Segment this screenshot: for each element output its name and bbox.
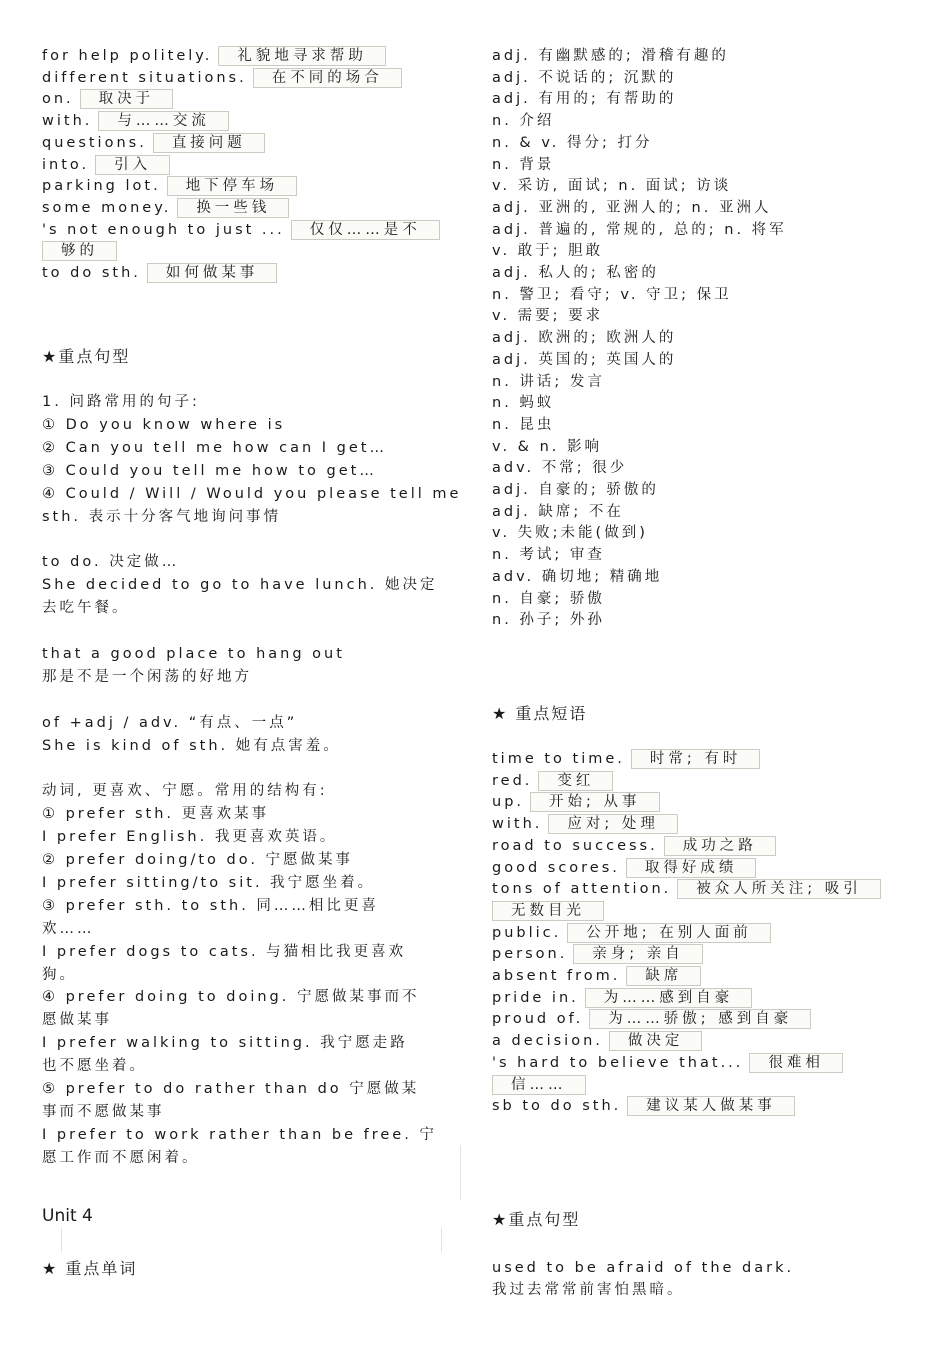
phrase-translation-box: 信……	[492, 1075, 586, 1095]
vocab-entry: adj. 缺席; 不在	[492, 503, 624, 520]
phrase-item	[42, 68, 402, 88]
section-heading-sentences: ★重点句型	[42, 347, 131, 366]
section-heading-phrases: ★ 重点短语	[492, 704, 588, 723]
phrase-english: for help politely.	[42, 48, 213, 64]
sentence-line: 愿工作而不愿闲着。	[42, 1149, 200, 1166]
phrase-translation-box: 很难相	[749, 1053, 843, 1073]
phrase-item	[492, 749, 760, 769]
sentence-line: ④ Could / Will / Would you please tell me	[42, 485, 462, 502]
vocab-entry: adj. 英国的; 英国人的	[492, 351, 677, 368]
phrase-english: proud of.	[492, 1011, 584, 1028]
phrase-translation-box: 如何做某事	[147, 263, 278, 283]
phrase-translation-box: 亲身; 亲自	[573, 944, 703, 964]
vocab-entry: n. & v. 得分; 打分	[492, 134, 653, 151]
phrase-english: parking lot.	[42, 178, 161, 195]
phrase-english: person.	[492, 946, 568, 963]
phrase-english: up.	[492, 794, 525, 811]
sentence-line: She is kind of sth. 她有点害羞。	[42, 737, 341, 754]
sentence-line: I prefer English. 我更喜欢英语。	[42, 829, 338, 846]
sentence-line: 狗。	[42, 966, 77, 983]
phrase-item	[492, 1075, 586, 1095]
vocab-entry: adj. 自豪的; 骄傲的	[492, 482, 659, 498]
phrase-english: some money.	[42, 199, 172, 216]
vocab-entry: adj. 私人的; 私密的	[492, 265, 659, 281]
phrase-english: into.	[42, 156, 90, 173]
phrase-item	[492, 966, 701, 986]
sentence-line: 动词, 更喜欢、宁愿。常用的结构有:	[42, 783, 328, 800]
sentence-line: I prefer to work rather than be free. 宁	[42, 1126, 437, 1143]
phrase-item	[492, 814, 678, 834]
phrase-translation-box: 为……骄傲; 感到自豪	[589, 1009, 811, 1029]
divider-mark	[61, 1228, 62, 1252]
phrase-item	[42, 111, 229, 131]
vocab-entry: adj. 有幽默感的; 滑稽有趣的	[492, 48, 729, 64]
vocab-entry: n. 孙子; 外孙	[492, 612, 605, 629]
sentence-line: I prefer dogs to cats. 与猫相比我更喜欢	[42, 943, 407, 960]
phrase-translation-box: 应对; 处理	[548, 814, 678, 834]
vocab-entry: adv. 不常; 很少	[492, 460, 628, 477]
sentence-line: used to be afraid of the dark.	[492, 1260, 795, 1276]
vocab-entry: v. 敢于; 胆敢	[492, 243, 604, 260]
phrase-item	[42, 46, 386, 66]
phrase-item	[42, 220, 440, 240]
sentence-line: 去吃午餐。	[42, 600, 130, 617]
sentence-line: ③ prefer sth. to sth. 同……相比更喜	[42, 897, 379, 914]
vocab-entry: adj. 普遍的, 常规的, 总的; n. 将军	[492, 221, 787, 238]
phrase-translation-box: 够的	[42, 241, 117, 261]
sentence-line: 愿做某事	[42, 1012, 112, 1029]
phrase-translation-box: 被众人所关注; 吸引	[677, 879, 881, 899]
vocab-entry: n. 讲话; 发言	[492, 373, 605, 390]
vocab-entry: adj. 欧洲的; 欧洲人的	[492, 330, 677, 347]
vocab-entry: n. 背景	[492, 156, 555, 173]
sentence-line: I prefer walking to sitting. 我宁愿走路	[42, 1035, 408, 1052]
phrase-item	[492, 1009, 811, 1029]
vocab-entry: n. 蚂蚁	[492, 395, 555, 412]
sentence-line: ③ Could you tell me how to get…	[42, 462, 377, 479]
phrase-english: a decision.	[492, 1033, 603, 1050]
phrase-english: time to time.	[492, 751, 625, 767]
phrase-item	[42, 89, 173, 109]
section-heading-sentences-right: ★重点句型	[492, 1210, 581, 1229]
vocab-entry: adj. 亚洲的, 亚洲人的; n. 亚洲人	[492, 199, 772, 216]
section-heading-words: ★ 重点单词	[42, 1259, 138, 1278]
phrase-item	[492, 836, 776, 856]
phrase-translation-box: 在不同的场合	[253, 68, 402, 88]
phrase-item	[42, 176, 297, 196]
phrase-english: 's hard to believe that...	[492, 1054, 744, 1071]
sentence-line: 欢……	[42, 920, 95, 937]
vocab-entry: n. 警卫; 看守; v. 守卫; 保卫	[492, 286, 732, 303]
phrase-translation-box: 直接问题	[153, 133, 265, 153]
vocab-entry: adj. 不说话的; 沉默的	[492, 69, 677, 86]
phrase-english: road to success.	[492, 837, 658, 854]
vocab-entry: v. 失败;未能(做到)	[492, 525, 648, 542]
phrase-item	[42, 133, 265, 153]
phrase-english: 's not enough to just ...	[42, 221, 285, 238]
sentence-line: to do. 决定做…	[42, 554, 180, 571]
phrase-item	[492, 1031, 702, 1051]
phrase-translation-box: 缺席	[626, 966, 701, 986]
vocab-entry: n. 自豪; 骄傲	[492, 590, 605, 607]
column-divider	[460, 1145, 461, 1200]
phrase-item	[42, 155, 170, 175]
phrase-item	[42, 198, 289, 218]
vocab-entry: n. 昆虫	[492, 416, 555, 433]
vocab-entry: adj. 有用的; 有帮助的	[492, 91, 677, 108]
sentence-line: sth. 表示十分客气地询问事情	[42, 508, 282, 525]
phrase-translation-box: 取得好成绩	[626, 858, 757, 878]
sentence-line: of +adj / adv. “有点、一点”	[42, 714, 298, 731]
phrase-translation-box: 地下停车场	[167, 176, 298, 196]
phrase-item	[492, 901, 604, 921]
vocab-entry: n. 考试; 审查	[492, 547, 605, 564]
vocab-entry: n. 介绍	[492, 113, 555, 130]
phrase-translation-box: 与……交流	[98, 111, 229, 131]
phrase-item	[492, 944, 703, 964]
phrase-translation-box: 做决定	[609, 1031, 703, 1051]
sentence-line: 那是不是一个闲荡的好地方	[42, 668, 252, 685]
phrase-translation-box: 开始; 从事	[530, 792, 660, 812]
phrase-translation-box: 礼貌地寻求帮助	[218, 46, 386, 66]
phrase-item	[42, 241, 117, 261]
phrase-english: on.	[42, 91, 74, 108]
phrase-translation-box: 无数目光	[492, 901, 604, 921]
phrase-english: public.	[492, 924, 562, 941]
phrase-item	[492, 1096, 795, 1116]
phrase-english: sb to do sth.	[492, 1098, 622, 1115]
sentence-line: ① Do you know where is	[42, 416, 286, 433]
vocab-entry: v. 采访, 面试; n. 面试; 访谈	[492, 178, 732, 195]
phrase-english: to do sth.	[42, 265, 141, 281]
sentence-line: ② Can you tell me how can I get…	[42, 439, 387, 456]
phrase-translation-box: 仅仅……是不	[291, 220, 440, 240]
phrase-english: with.	[492, 816, 543, 833]
vocab-entry: v. & n. 影响	[492, 438, 602, 455]
phrase-item	[492, 923, 771, 943]
phrase-item	[492, 771, 613, 791]
sentence-line: She decided to go to have lunch. 她决定	[42, 577, 438, 594]
phrase-english: red.	[492, 772, 533, 789]
sentence-line: that a good place to hang out	[42, 645, 345, 662]
sentence-line: 事而不愿做某事	[42, 1103, 165, 1120]
phrase-item	[492, 858, 756, 878]
phrase-translation-box: 引入	[95, 155, 170, 175]
divider-mark	[441, 1228, 442, 1252]
vocab-entry: v. 需要; 要求	[492, 308, 604, 325]
vocab-entry: adv. 确切地; 精确地	[492, 568, 663, 585]
phrase-english: pride in.	[492, 989, 579, 1006]
phrase-english: tons of attention.	[492, 881, 672, 898]
phrase-english: questions.	[42, 134, 147, 151]
phrase-english: with.	[42, 113, 93, 130]
phrase-item	[42, 263, 277, 283]
unit-title: Unit 4	[42, 1206, 93, 1226]
phrase-translation-box: 成功之路	[664, 836, 776, 856]
sentence-line: I prefer sitting/to sit. 我宁愿坐着。	[42, 874, 376, 891]
phrase-translation-box: 为……感到自豪	[585, 988, 753, 1008]
phrase-english: good scores.	[492, 859, 620, 876]
sentence-line: 我过去常常前害怕黑暗。	[492, 1282, 685, 1298]
phrase-translation-box: 建议某人做某事	[627, 1096, 795, 1116]
sentence-line: ② prefer doing/to do. 宁愿做某事	[42, 852, 354, 868]
sentence-line: ④ prefer doing to doing. 宁愿做某事而不	[42, 989, 420, 1006]
sentence-line: 也不愿坐着。	[42, 1058, 147, 1075]
phrase-translation-box: 时常; 有时	[631, 749, 761, 769]
phrase-item	[492, 1053, 843, 1073]
phrase-translation-box: 换一些钱	[177, 198, 289, 218]
phrase-translation-box: 公开地; 在别人面前	[567, 923, 771, 943]
phrase-english: absent from.	[492, 968, 621, 984]
phrase-translation-box: 取决于	[80, 89, 174, 109]
phrase-translation-box: 变红	[538, 771, 613, 791]
phrase-item	[492, 792, 660, 812]
phrase-item	[492, 988, 752, 1008]
sentence-line: 1. 问路常用的句子:	[42, 394, 200, 410]
phrase-item	[492, 879, 881, 899]
sentence-line: ① prefer sth. 更喜欢某事	[42, 806, 270, 823]
phrase-english: different situations.	[42, 69, 247, 86]
sentence-line: ⑤ prefer to do rather than do 宁愿做某	[42, 1081, 420, 1097]
